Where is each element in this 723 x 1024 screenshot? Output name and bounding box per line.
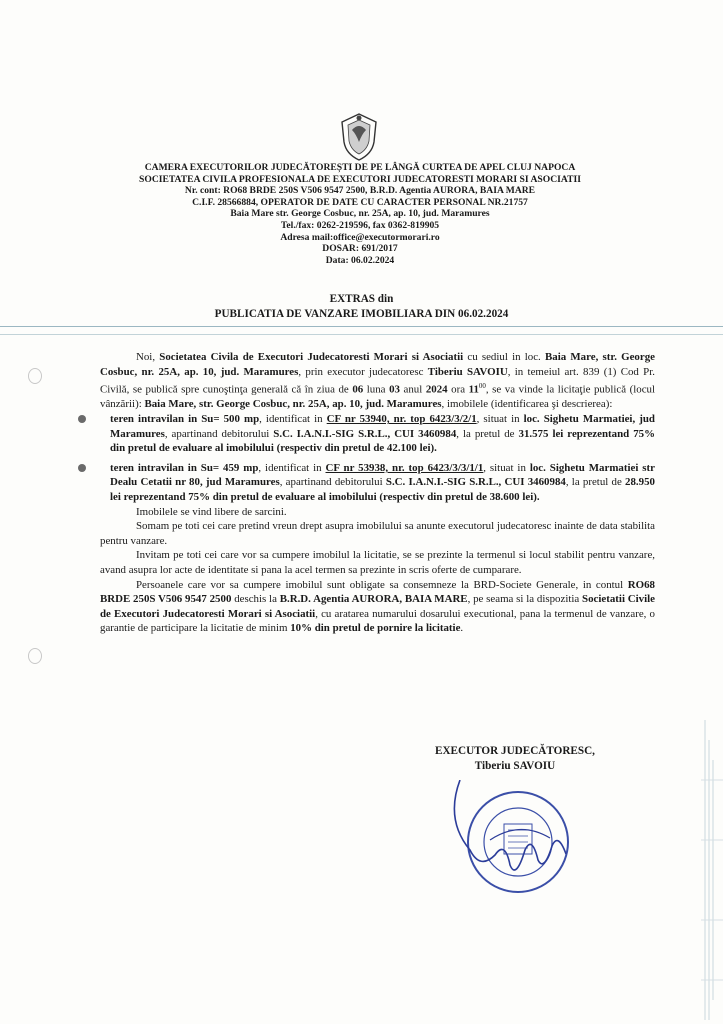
punch-hole xyxy=(28,368,42,384)
official-stamp-seal xyxy=(440,780,590,900)
title-line-2: PUBLICATIA DE VANZARE IMOBILIARA DIN 06.02.2024 xyxy=(214,308,509,320)
document-body xyxy=(100,350,655,636)
letterhead-address: Baia Mare str. George Cosbuc, nr. 25A, ap. 10, jud. Maramures xyxy=(230,208,490,220)
invitation-paragraph: Invitam pe toti cei care vor sa cumpere imobilul la licitatie, se se prezinte la termenul si locul stabilit pentru vanzare, avand asupra lor acte de identitate si pana la acel termen sa prezinte in scris oferte de cumparare. xyxy=(100,549,655,576)
signature-block xyxy=(400,744,630,774)
letterhead-email: Adresa mail:office@executormorari.ro xyxy=(280,231,440,243)
bullet-icon xyxy=(78,415,86,423)
signer-name: Tiberiu SAVOIU xyxy=(474,760,556,772)
scan-rule-line xyxy=(0,334,723,335)
guarantee-paragraph: Persoanele care vor sa cumpere imobilul sunt obligate sa consemneze la BRD-Societe Generale, in contul RO68 BRDE 250S V506 9547 2500 deschis la B.R.D. Agentia AURORA, BAIA MARE, pe seama si la dispozitia Societatii Civile de Executori Judecatoresti Morari si Asociatii, cu aratarea numarului dosarului executional, pana la termenul de vanzare, o garantie de participare la licitatie de minim 10% din pretul de pornire la licitatie. xyxy=(100,578,655,635)
case-number: DOSAR: 691/2017 xyxy=(322,243,398,255)
property-item-1: teren intravilan in Su= 500 mp, identificat in CF nr 53940, nr. top 6423/3/2/1, situat in loc. Sighetu Marmatiei, jud Maramures, apartinand debitorului S.C. I.A.N.I.-SIG S.R.L., CUI 3460984, la pretul de 31.575 lei reprezentand 75% din pretul de evaluare al imobilului (respectiv din pretul de 42.100 lei). xyxy=(100,412,655,456)
notice-claims-paragraph: Somam pe toti cei care pretind vreun drept asupra imobilului sa anunte executorul judecatoresc inainte de data stabilita pentru vanzare. xyxy=(100,520,655,547)
letterhead xyxy=(100,162,620,266)
scan-margin-marks xyxy=(701,720,723,1020)
letterhead-phone: Tel./fax: 0262-219596, fax 0362-819905 xyxy=(280,219,440,231)
scan-rule-line xyxy=(0,326,723,327)
free-of-charges-paragraph: Imobilele se vind libere de sarcini. xyxy=(136,505,287,518)
signer-role: EXECUTOR JUDECĂTORESC, xyxy=(435,745,595,757)
letterhead-chamber: CAMERA EXECUTORILOR JUDECĂTOREȘTI DE PE LÂNGĂ CURTEA DE APEL CLUJ NAPOCA xyxy=(144,162,576,173)
document-title xyxy=(0,292,723,322)
document-date: Data: 06.02.2024 xyxy=(325,254,395,266)
property-item-2: teren intravilan in Su= 459 mp, identificat in CF nr 53938, nr. top 6423/3/3/1/1, situat in loc. Sighetu Marmatiei str Dealu Cetatii nr 80, jud Maramures, apartinand debitorului S.C. I.A.N.I.-SIG S.R.L., CUI 3460984, la pretul de 28.950 lei reprezentand 75% din pretul de evaluare al imobilului (respectiv din pretul de 38.600 lei). xyxy=(100,461,655,505)
letterhead-society: SOCIETATEA CIVILA PROFESIONALA DE EXECUTORI JUDECATORESTI MORARI SI ASOCIATII xyxy=(139,173,581,185)
letterhead-cif: C.I.F. 28566884, OPERATOR DE DATE CU CARACTER PERSONAL NR.21757 xyxy=(192,196,528,208)
coat-of-arms-emblem xyxy=(338,112,380,162)
intro-paragraph: Noi, Societatea Civila de Executori Judecatoresti Morari si Asociatii cu sediul in loc. Baia Mare, str. George Cosbuc, nr. 25A, ap. 10, jud. Maramures, prin executor judecatoresc Tiberiu SAVOIU, in temeiul art. 839 (1) Cod Pr. Civilă, se publică spre cunoştinţa generală că în ziua de 06 luna 03 anul 2024 ora $11^{00}$, se va vinde la licitaţie publică (locul vânzării): Baia Mare, str. George Cosbuc, nr. 25A, ap. 10, jud. Maramures, imobilele (identificarea şi descrierea): xyxy=(100,351,655,411)
letterhead-account: Nr. cont: RO68 BRDE 250S V506 9547 2500, B.R.D. Agentia AURORA, BAIA MARE xyxy=(184,185,536,197)
punch-hole xyxy=(28,648,42,664)
bullet-icon xyxy=(78,464,86,472)
title-line-1: EXTRAS din xyxy=(329,293,394,305)
